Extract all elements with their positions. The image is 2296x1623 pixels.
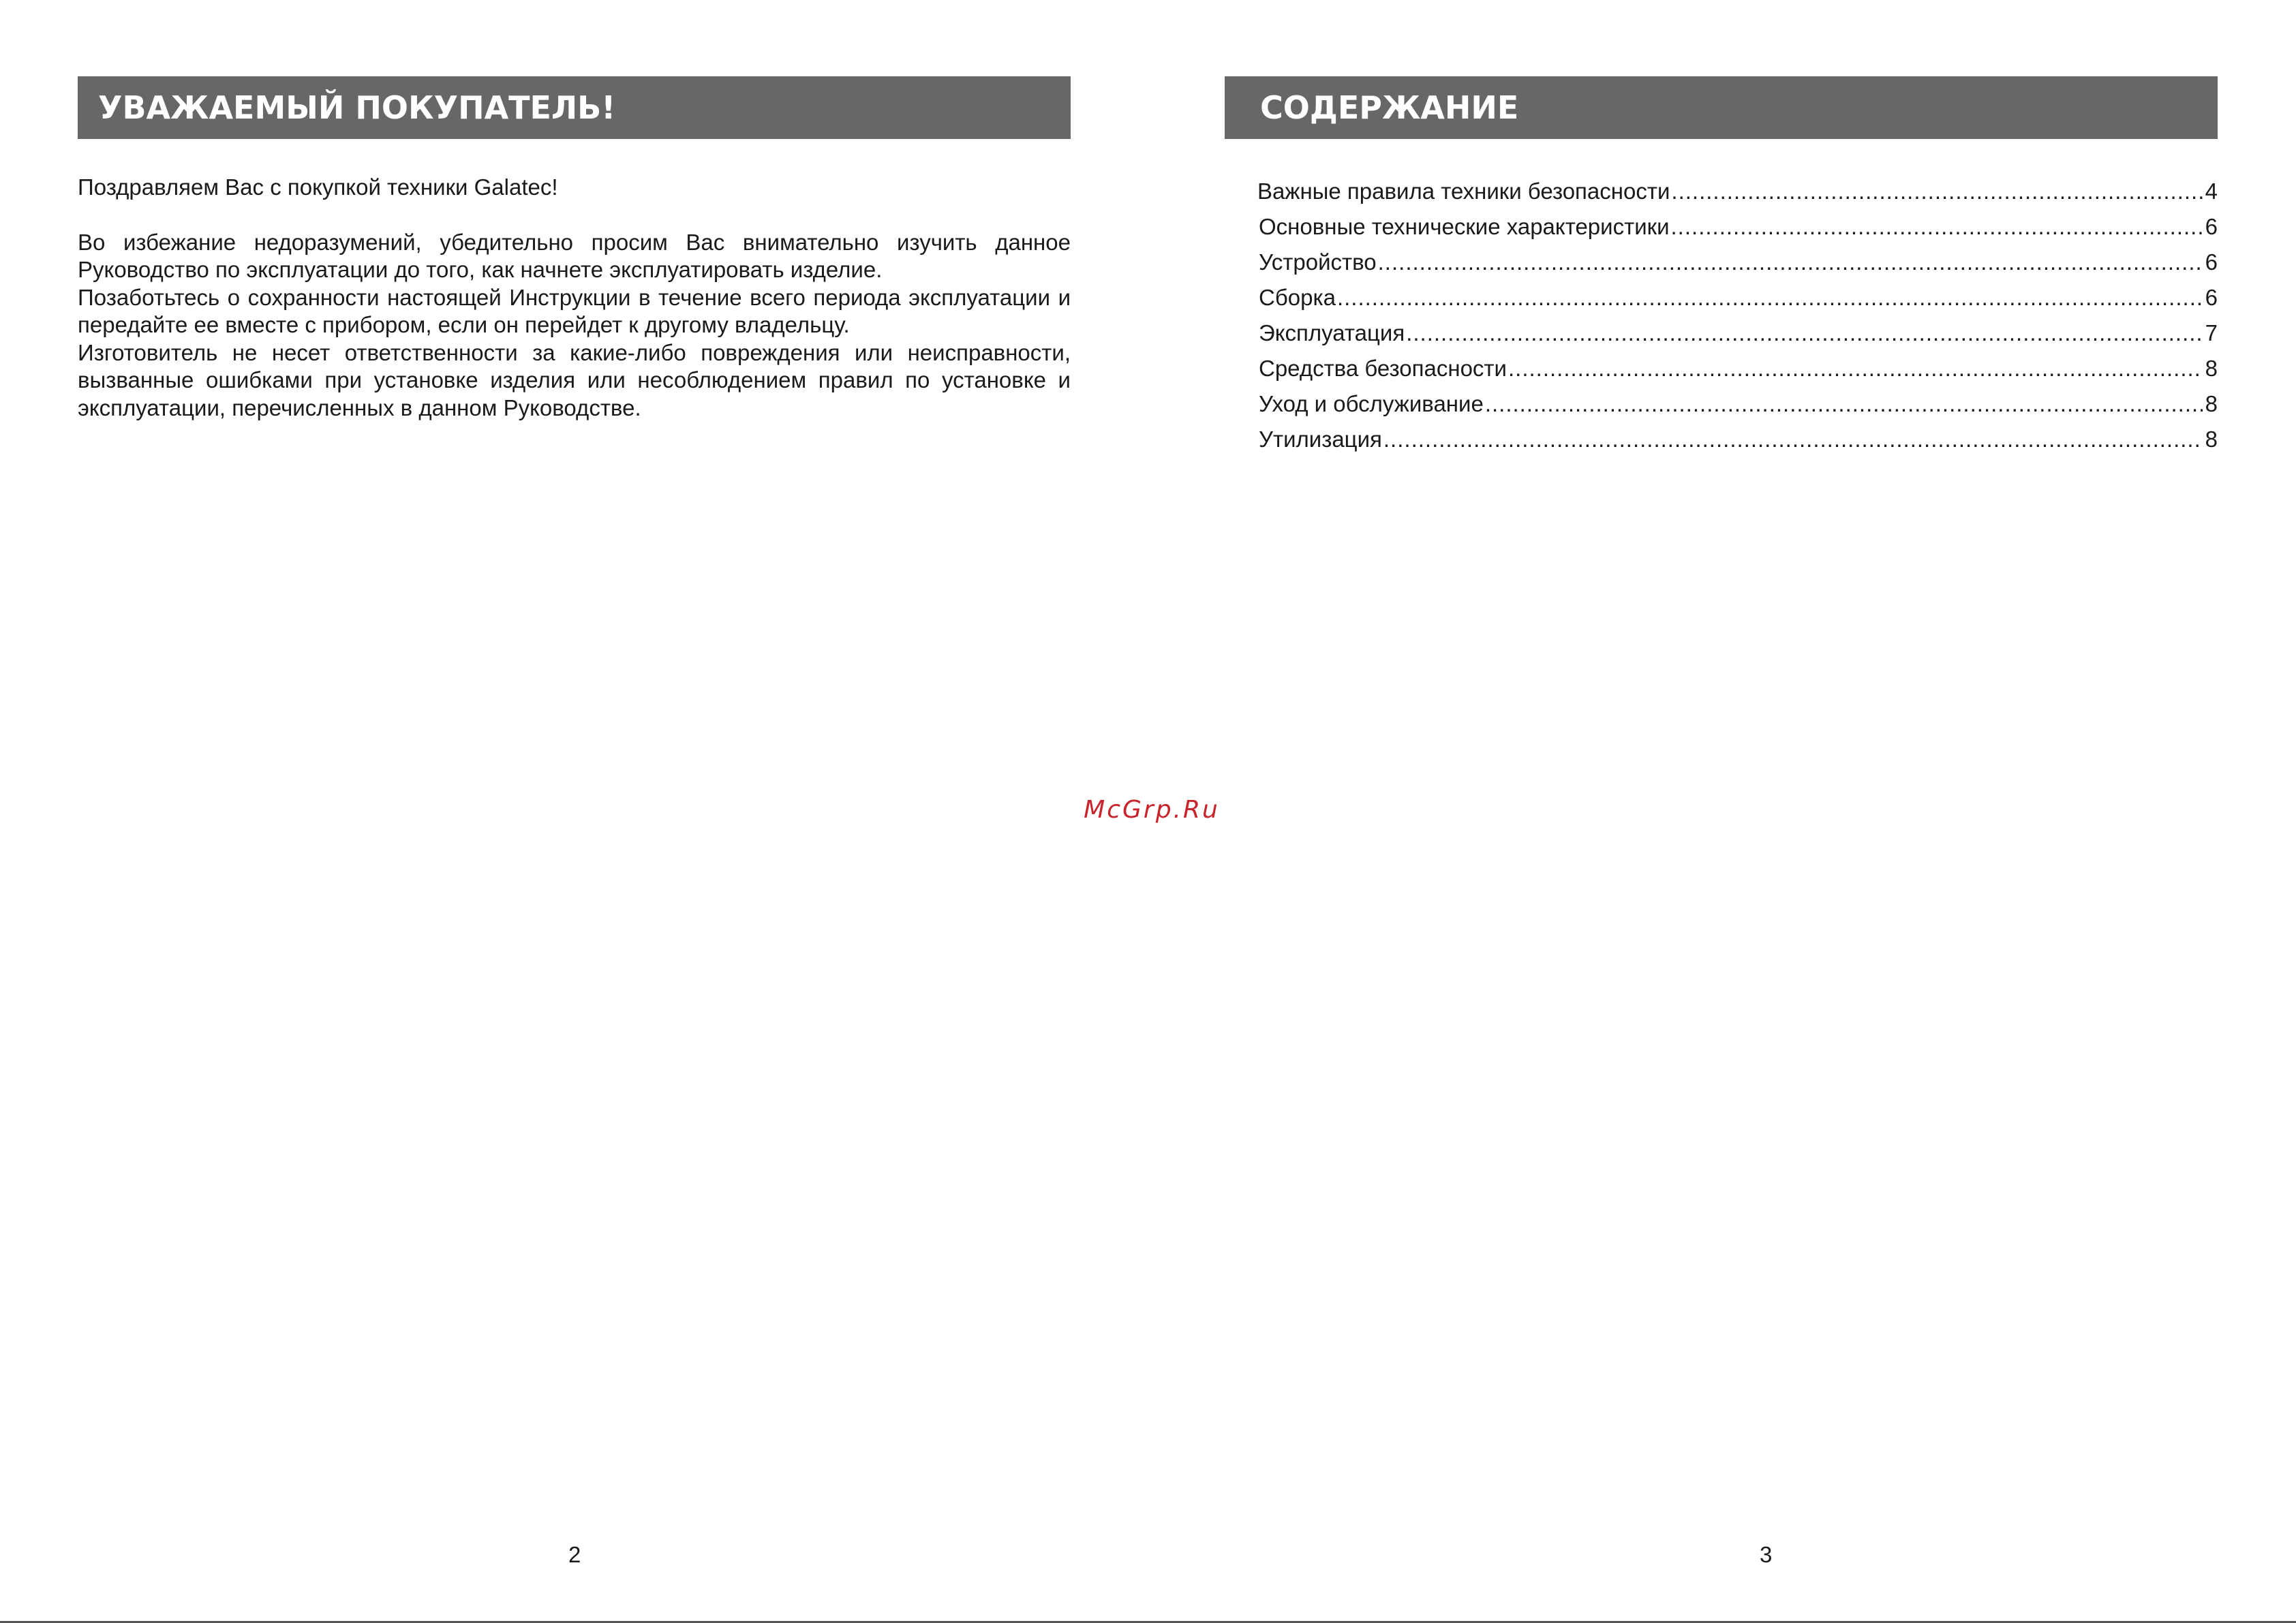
toc-item-assembly[interactable] <box>1259 280 2218 315</box>
toc-leader-dots <box>1671 174 2202 209</box>
toc-item-device[interactable] <box>1259 245 2218 280</box>
toc-item-title: Сборка <box>1259 285 1336 310</box>
toc-item-page: 8 <box>2205 427 2218 452</box>
page-number: 2 <box>568 1542 581 1567</box>
toc-item-safety-features[interactable] <box>1259 351 2218 386</box>
manual-paragraph: Во избежание недоразумений, убедительно просим Вас внимательно изучить данное Руководство по эксплуатации до того, как начнете эксплуатировать изделие. <box>78 229 1071 282</box>
toc-item-title: Эксплуатация <box>1259 320 1405 345</box>
toc-item-operation[interactable] <box>1259 315 2218 351</box>
dear-customer-header: УВАЖАЕМЫЙ ПОКУПАТЕЛЬ! <box>78 76 1071 139</box>
toc-item-title: Утилизация <box>1259 427 1382 452</box>
toc-leader-dots <box>1383 422 2203 457</box>
page-number: 3 <box>1760 1542 1773 1567</box>
contents-header: СОДЕРЖАНИЕ <box>1225 76 2218 139</box>
toc-item-page: 7 <box>2205 320 2218 345</box>
toc-leader-dots <box>1485 386 2203 422</box>
toc-leader-dots <box>1337 280 2203 315</box>
toc-item-title: Средства безопасности <box>1259 356 1507 381</box>
toc-item-specifications[interactable] <box>1259 209 2218 245</box>
toc-item-title: Уход и обслуживание <box>1259 391 1484 416</box>
toc-item-title: Устройство <box>1259 249 1377 275</box>
toc-item-safety-rules[interactable] <box>1257 174 2218 209</box>
toc-item-page: 6 <box>2205 249 2218 275</box>
liability-paragraph: Изготовитель не несет ответственности за какие-либо повреждения или неисправности, вызванные ошибками при установке изделия или несоблюдением правил по установке и эксплуатации, перечисленных в данном Руководстве. <box>78 339 1071 420</box>
toc-item-page: 6 <box>2205 285 2218 310</box>
toc-leader-dots <box>1406 315 2202 351</box>
keep-instructions-paragraph: Позаботьтесь о сохранности настоящей Инструкции в течение всего периода эксплуатации и передайте ее вместе с прибором, если он перейдет к другому владельцу. <box>78 284 1071 337</box>
toc-leader-dots <box>1378 245 2203 280</box>
intro-text <box>78 174 1071 422</box>
toc-item-page: 8 <box>2205 356 2218 381</box>
toc-leader-dots <box>1508 351 2203 386</box>
toc-item-title: Основные технические характеристики <box>1259 214 1670 239</box>
right-page <box>1225 0 2218 1623</box>
toc-item-page: 4 <box>2205 179 2218 204</box>
toc-leader-dots <box>1671 209 2203 245</box>
toc-item-page: 8 <box>2205 391 2218 416</box>
left-page <box>78 0 1071 1623</box>
greeting-paragraph: Поздравляем Вас с покупкой техники Galatec! <box>78 174 558 200</box>
table-of-contents <box>1259 174 2218 457</box>
toc-item-disposal[interactable] <box>1259 422 2218 457</box>
toc-item-page: 6 <box>2205 214 2218 239</box>
watermark-text: McGrp.Ru <box>1084 796 1220 824</box>
toc-item-care-maintenance[interactable] <box>1259 386 2218 422</box>
toc-item-title: Важные правила техники безопасности <box>1257 179 1670 204</box>
